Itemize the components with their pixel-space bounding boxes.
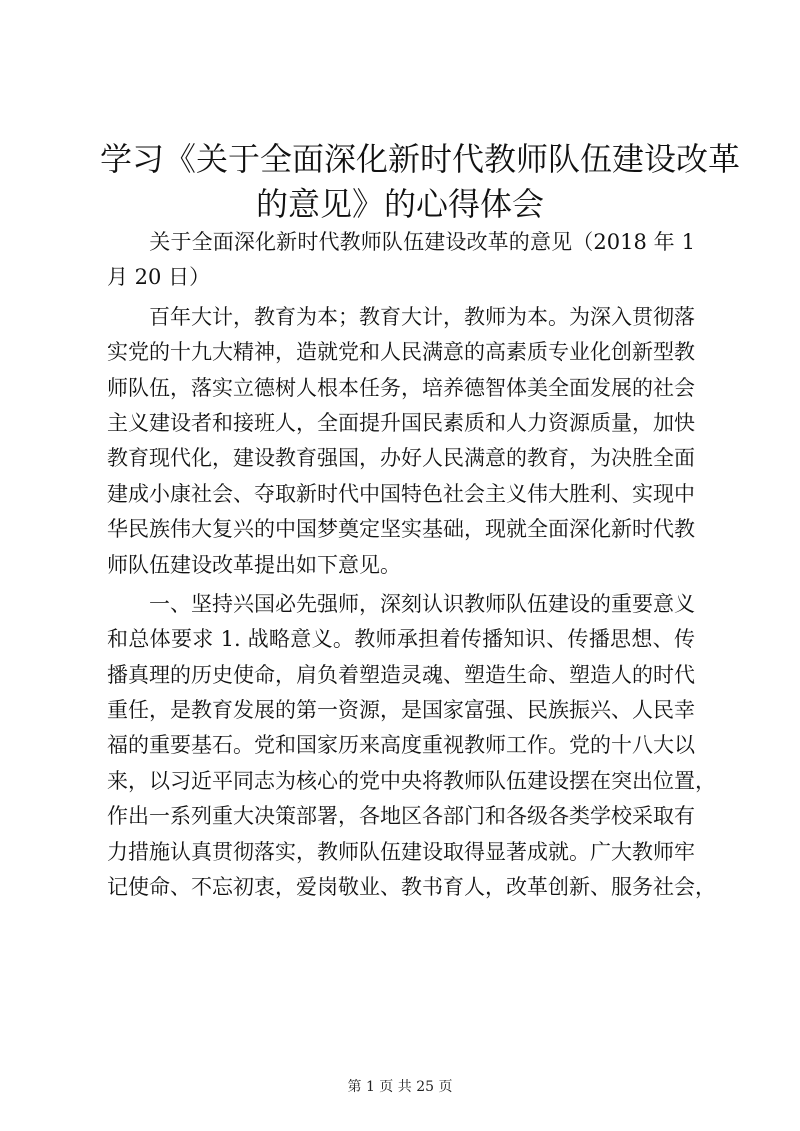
text-line: 来，以习近平同志为核心的党中央将教师队伍建设摆在突出位置，: [107, 768, 716, 793]
paragraph: [107, 587, 716, 906]
text-line: 实党的十九大精神，造就党和人民满意的高素质专业化创新型教: [107, 340, 695, 365]
text-line: 福的重要基石。党和国家历来高度重视教师工作。党的十八大以: [107, 733, 695, 758]
text-line: 主义建设者和接班人，全面提升国民素质和人力资源质量，加快: [107, 410, 695, 435]
text-line: 播真理的历史使命，肩负着塑造灵魂、塑造生命、塑造人的时代: [107, 662, 695, 687]
document-body: [107, 225, 716, 909]
text-line: 记使命、不忘初衷，爱岗敬业、教书育人，改革创新、服务社会，: [107, 875, 716, 900]
text-line: 师队伍，落实立德树人根本任务，培养德智体美全面发展的社会: [107, 375, 695, 400]
text-line: 力措施认真贯彻落实，教师队伍建设取得显著成就。广大教师牢: [107, 839, 695, 864]
text-line: 关于全面深化新时代教师队伍建设改革的意见（2018 年 1: [107, 230, 695, 254]
text-line: 百年大计，教育为本；教育大计，教师为本。为深入贯彻落: [107, 304, 695, 329]
text-line: 教育现代化，建设教育强国，办好人民满意的教育，为决胜全面: [107, 446, 695, 471]
page-footer: 第 1 页 共 25 页: [347, 1079, 453, 1095]
paragraph: [107, 300, 695, 583]
text-line: 月 20 日）: [107, 265, 211, 290]
text-line: 一、坚持兴国必先强师，深刻认识教师队伍建设的重要意义: [107, 591, 695, 616]
text-line: 华民族伟大复兴的中国梦奠定坚实基础，现就全面深化新时代教: [107, 517, 695, 542]
document-title: [100, 137, 741, 227]
text-line: 和总体要求 1. 战略意义。教师承担着传播知识、传播思想、传: [107, 627, 695, 652]
text-line: 重任，是教育发展的第一资源，是国家富强、民族振兴、人民幸: [107, 698, 695, 723]
text-line: 建成小康社会、夺取新时代中国特色社会主义伟大胜利、实现中: [107, 481, 695, 506]
paragraph: [107, 225, 695, 296]
text-line: 作出一系列重大决策部署，各地区各部门和各级各类学校采取有: [107, 804, 695, 829]
title-line: 的意见》的心得体会: [255, 185, 544, 223]
title-line: 学习《关于全面深化新时代教师队伍建设改革: [100, 140, 741, 178]
text-line: 师队伍建设改革提出如下意见。: [107, 552, 401, 577]
